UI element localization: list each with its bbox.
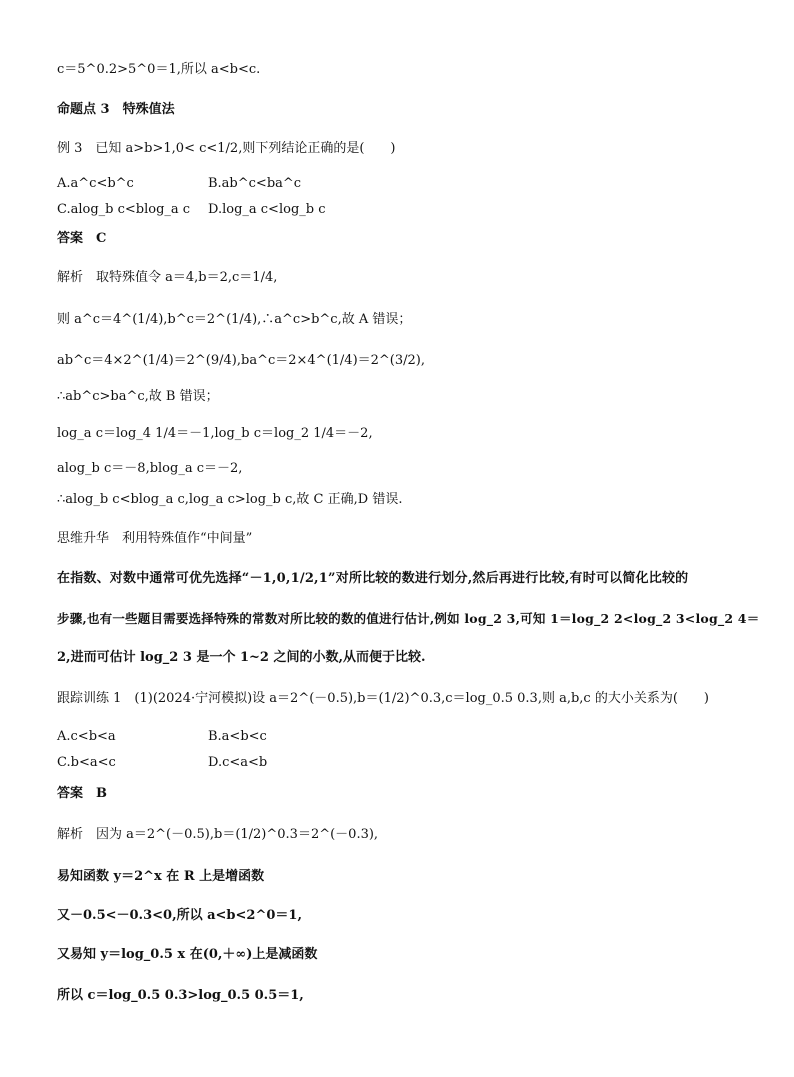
- practice-solution-line-1: 解析 因为 a＝2^(－0.5),b＝(1/2)^0.3＝2^(－0.3),: [57, 827, 379, 842]
- practice-solution-line-3: 又－0.5<－0.3<0,所以 a<b<2^0＝1,: [57, 908, 302, 923]
- solution-line-1: 解析 取特殊值令 a＝4,b＝2,c＝1/4,: [57, 270, 278, 285]
- example-question: 例 3 已知 a>b>1,0< c<1/2,则下列结论正确的是( ): [57, 141, 396, 156]
- solution-line-3: ab^c＝4×2^(1/4)＝2^(9/4),ba^c＝2×4^(1/4)＝2^(3/2),: [57, 353, 425, 368]
- answer-label: 答案 C: [57, 231, 107, 246]
- insight-line-1: 在指数、对数中通常可优先选择“－1,0,1/2,1”对所比较的数进行划分,然后再进行比较,有时可以简化比较的: [57, 571, 689, 586]
- option-d: D.log_a c<log_b c: [208, 202, 326, 217]
- practice-option-a: A.c<b<a: [57, 729, 116, 744]
- practice-solution-line-5: 所以 c＝log_0.5 0.3>log_0.5 0.5＝1,: [57, 988, 304, 1003]
- practice-solution-line-2: 易知函数 y＝2^x 在 R 上是增函数: [57, 869, 265, 884]
- practice-option-c: C.b<a<c: [57, 755, 116, 770]
- option-a: A.a^c<b^c: [57, 176, 134, 191]
- option-c: C.alog_b c<blog_a c: [57, 202, 191, 217]
- practice-option-b: B.a<b<c: [208, 729, 267, 744]
- solution-line-5: log_a c＝log_4 1/4＝－1,log_b c＝log_2 1/4＝－2,: [57, 426, 373, 441]
- text-line-1: c＝5^0.2>5^0＝1,所以 a<b<c.: [57, 62, 261, 77]
- practice-question: 跟踪训练 1 (1)(2024·宁河模拟)设 a＝2^(－0.5),b＝(1/2)^0.3,c＝log_0.5 0.3,则 a,b,c 的大小关系为( ): [57, 691, 709, 706]
- solution-line-7: ∴alog_b c<blog_a c,log_a c>log_b c,故 C 正确,D 错误.: [57, 492, 403, 507]
- option-b: B.ab^c<ba^c: [208, 176, 302, 191]
- section-heading: 命题点 3 特殊值法: [57, 102, 175, 117]
- insight-line-2: 步骤,也有一些题目需要选择特殊的常数对所比较的数的值进行估计,例如 log_2 3,可知 1＝log_2 2<log_2 3<log_2 4＝: [57, 611, 760, 626]
- practice-answer-label: 答案 B: [57, 786, 107, 801]
- insight-line-3: 2,进而可估计 log_2 3 是一个 1~2 之间的小数,从而便于比较.: [57, 650, 426, 665]
- insight-heading: 思维升华 利用特殊值作“中间量”: [57, 531, 253, 546]
- practice-solution-line-4: 又易知 y＝log_0.5 x 在(0,＋∞)上是减函数: [57, 947, 318, 962]
- solution-line-2: 则 a^c＝4^(1/4),b^c＝2^(1/4),∴a^c>b^c,故 A 错误；: [57, 312, 412, 327]
- practice-option-d: D.c<a<b: [208, 755, 268, 770]
- solution-line-6: alog_b c＝－8,blog_a c＝－2,: [57, 461, 243, 476]
- solution-line-4: ∴ab^c>ba^c,故 B 错误；: [57, 389, 219, 404]
